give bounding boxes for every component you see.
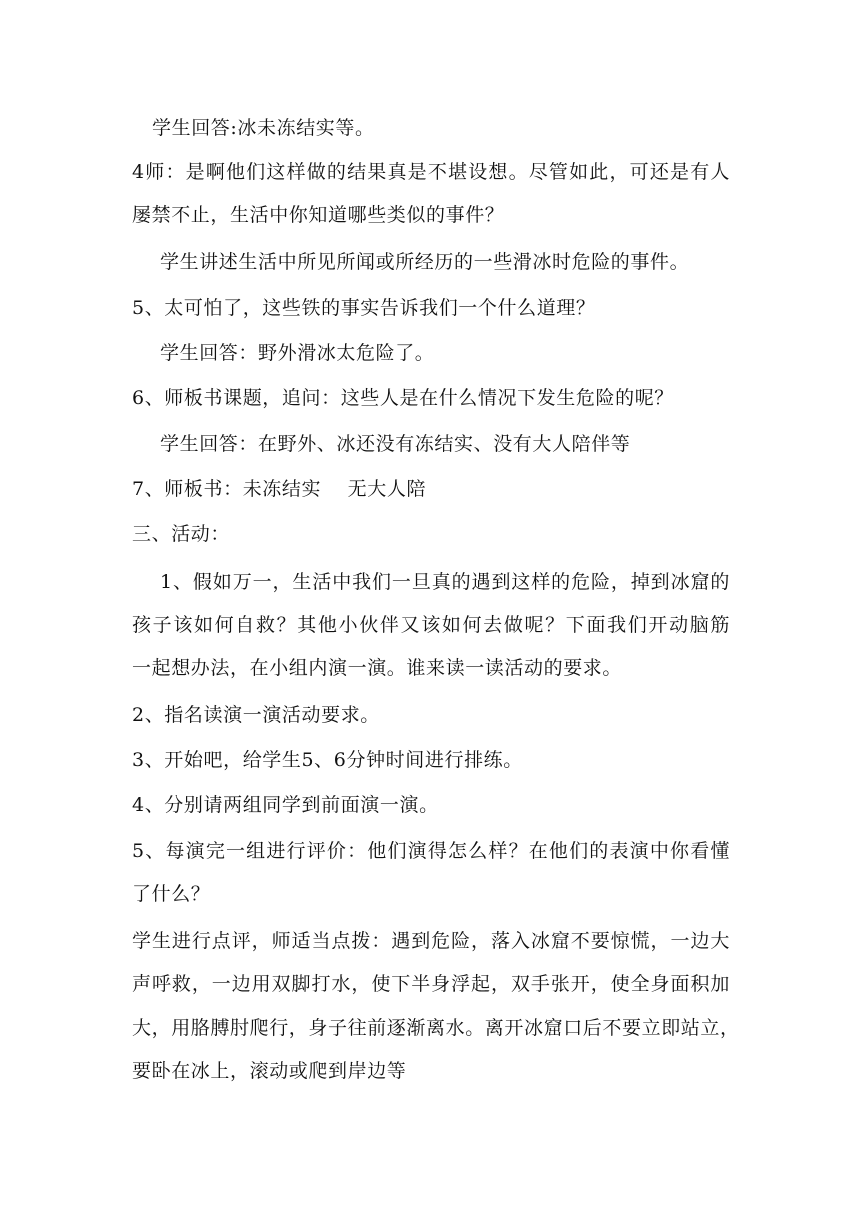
text-line-activity-1-cont-2: 一起想办法，在小组内演一演。谁来读一读活动的要求。	[132, 657, 623, 679]
text-line-activity-3: 3、开始吧，给学生5、6分钟时间进行排练。	[132, 749, 523, 771]
text-line-student-answer-2: 学生回答：野外滑冰太危险了。	[160, 342, 435, 364]
text-line-student-answer-3: 学生回答：在野外、冰还没有冻结实、没有大人陪伴等	[160, 433, 631, 455]
text-line-item-4: 4师：是啊他们这样做的结果真是不堪设想。尽管如此，可还是有人	[132, 161, 730, 183]
text-line-activity-1: 1、假如万一，生活中我们一旦真的遇到这样的危险，掉到冰窟的	[160, 571, 730, 593]
text-line-comment-3: 大，用胳膊肘爬行，身子往前逐渐离水。离开冰窟口后不要立即站立，	[132, 1017, 740, 1039]
text-line-student-answer-1: 学生回答:冰未冻结实等。	[152, 117, 375, 139]
text-line-item-4-cont: 屡禁不止，生活中你知道哪些类似的事件？	[132, 204, 505, 226]
text-line-activity-5-cont: 了什么？	[132, 883, 211, 905]
text-line-activity-5: 5、每演完一组进行评价：他们演得怎么样？在他们的表演中你看懂	[132, 840, 730, 862]
text-line-item-6: 6、师板书课题，追问：这些人是在什么情况下发生危险的呢？	[132, 387, 674, 409]
text-line-item-7: 7、师板书：未冻结实 无大人陪	[132, 478, 427, 500]
text-line-comment-2: 声呼救，一边用双脚打水，使下半身浮起，双手张开，使全身面积加	[132, 973, 730, 995]
text-line-activity-1-cont-1: 孩子该如何自救？其他小伙伴又该如何去做呢？下面我们开动脑筋	[132, 614, 730, 636]
text-line-activity-2: 2、指名读演一演活动要求。	[132, 704, 380, 726]
text-line-student-story: 学生讲述生活中所见所闻或所经历的一些滑冰时危险的事件。	[160, 251, 690, 273]
text-line-comment-1: 学生进行点评，师适当点拨：遇到危险，落入冰窟不要惊慌，一边大	[132, 930, 730, 952]
text-line-activity-4: 4、分别请两组同学到前面演一演。	[132, 794, 439, 816]
text-line-item-5: 5、太可怕了，这些铁的事实告诉我们一个什么道理？	[132, 297, 596, 319]
text-line-comment-4: 要卧在冰上，滚动或爬到岸边等	[132, 1060, 407, 1082]
section-heading-activity: 三、活动：	[132, 523, 231, 545]
